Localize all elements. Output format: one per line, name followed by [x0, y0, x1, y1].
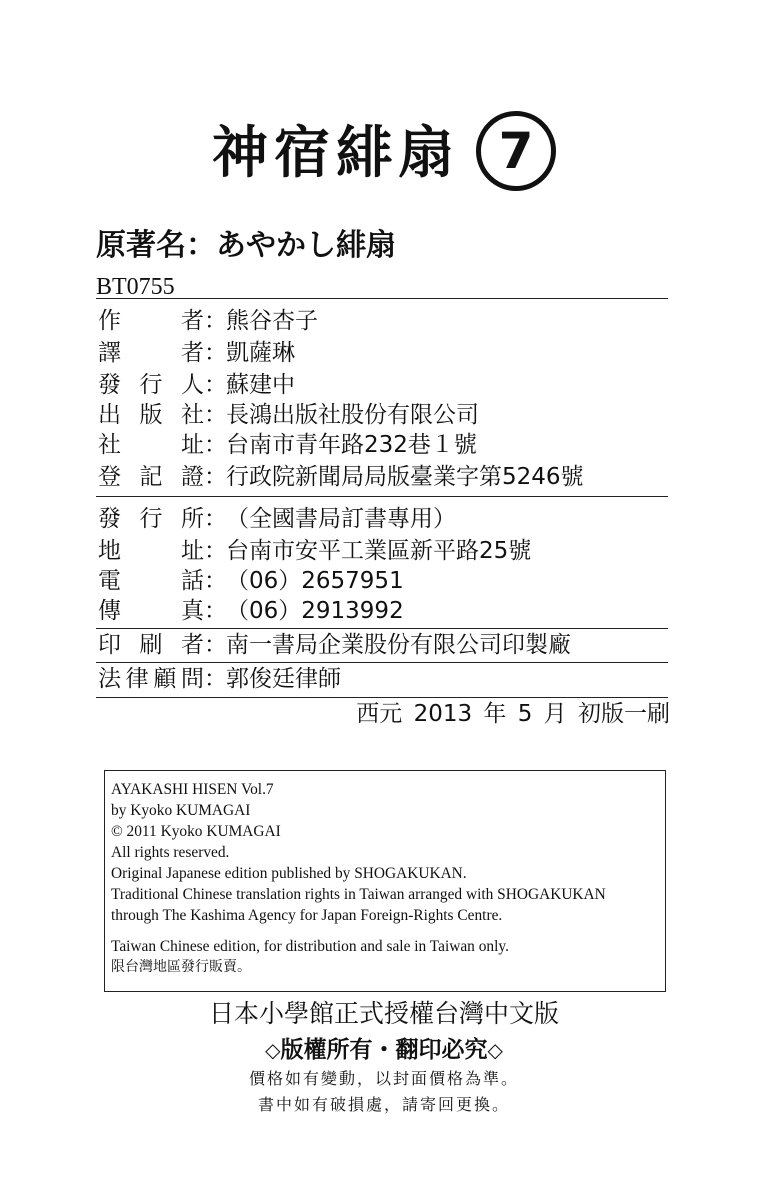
rights-notice-text: 版權所有・翻印必究 [280, 1037, 488, 1063]
credit-label: 作者 [98, 308, 204, 334]
edition-date: 西元 2013 年 5 月 初版一刷 [356, 701, 670, 727]
credit-separator: ： [204, 506, 227, 532]
credit-label: 發行所 [98, 506, 204, 532]
copyright-line: Original Japanese edition published by SHOGAKUKAN. [111, 865, 467, 882]
credit-label: 傳真 [98, 598, 204, 624]
credit-label: 譯者 [98, 340, 204, 366]
distribution-chinese: 限台灣地區發行販賣。 [111, 959, 251, 975]
credit-separator: ： [204, 402, 227, 428]
credit-separator: ： [204, 538, 227, 564]
damage-notice: 書中如有破損處，請寄回更換。 [257, 1095, 510, 1114]
credit-value: （06）2913992 [226, 598, 404, 624]
copyright-line: through The Kashima Agency for Japan Foreign-Rights Centre. [111, 907, 503, 924]
credit-label: 出版社 [98, 402, 204, 428]
credit-value: 蘇建中 [226, 372, 295, 398]
copyright-line: AYAKASHI HISEN Vol.7 [111, 781, 274, 798]
credit-value: 凱薩琳 [226, 340, 295, 366]
copyright-line: Traditional Chinese translation rights in Taiwan arranged with SHOGAKUKAN [111, 886, 606, 903]
credit-value: 熊谷杏子 [226, 308, 318, 334]
credit-row [98, 338, 678, 368]
copyright-gap [111, 926, 665, 936]
book-title [0, 112, 768, 196]
credit-separator: ： [204, 632, 227, 658]
credit-value: 行政院新聞局局版臺業字第5246號 [226, 464, 584, 490]
credit-separator: ： [204, 372, 227, 398]
credit-row [98, 400, 678, 430]
book-title-text: 神宿緋扇 [212, 121, 460, 186]
credit-row [98, 664, 678, 694]
credit-label: 發行人 [98, 372, 204, 398]
credit-separator: ： [204, 464, 227, 490]
volume-number-badge: 7 [476, 111, 556, 191]
credit-separator: ： [204, 340, 227, 366]
credit-separator: ： [204, 598, 227, 624]
divider-contact [96, 628, 668, 629]
credit-row [98, 596, 678, 626]
diamond-left-icon: ◇ [265, 1038, 281, 1062]
divider-publisher [96, 496, 668, 497]
credit-value: 台南市安平工業區新平路25號 [226, 538, 532, 564]
rights-notice [0, 1034, 768, 1066]
diamond-right-icon: ◇ [487, 1038, 503, 1062]
credit-label: 登記證 [98, 464, 204, 490]
credit-row [98, 566, 678, 596]
book-code: BT0755 [96, 274, 175, 300]
copyright-line: All rights reserved. [111, 844, 230, 861]
credit-row [98, 504, 678, 534]
divider-top [96, 298, 668, 299]
authorization-notice: 日本小學館正式授權台灣中文版 [208, 999, 559, 1028]
copyright-line: © 2011 Kyoko KUMAGAI [111, 823, 281, 840]
credit-separator: ： [204, 666, 227, 692]
divider-printer [96, 662, 668, 663]
credit-row [98, 536, 678, 566]
credit-value: 長鴻出版社股份有限公司 [226, 402, 479, 428]
copyright-line: by Kyoko KUMAGAI [111, 802, 251, 819]
credit-label: 電話 [98, 568, 204, 594]
credit-label: 法律顧問 [98, 666, 204, 692]
original-title: 原著名：あやかし緋扇 [96, 228, 396, 263]
credit-value: （06）2657951 [226, 568, 404, 594]
credit-separator: ： [204, 308, 227, 334]
credit-value: （全國書局訂書專用） [226, 506, 456, 532]
credit-row [98, 306, 678, 336]
credit-separator: ： [204, 568, 227, 594]
credit-label: 印刷者 [98, 632, 204, 658]
credit-separator: ： [204, 432, 227, 458]
credit-row [98, 370, 678, 400]
credit-label: 地址 [98, 538, 204, 564]
credit-value: 台南市青年路232巷１號 [226, 432, 477, 458]
credit-row [98, 462, 678, 492]
credit-row [98, 430, 678, 460]
price-notice: 價格如有變動，以封面價格為準。 [248, 1069, 519, 1088]
credit-value: 南一書局企業股份有限公司印製廠 [226, 632, 571, 658]
distribution-english: Taiwan Chinese edition, for distribution and sale in Taiwan only. [111, 938, 509, 955]
credit-row [98, 630, 678, 660]
credit-value: 郭俊廷律師 [226, 666, 341, 692]
credit-label: 社址 [98, 432, 204, 458]
copyright-box [104, 770, 666, 992]
